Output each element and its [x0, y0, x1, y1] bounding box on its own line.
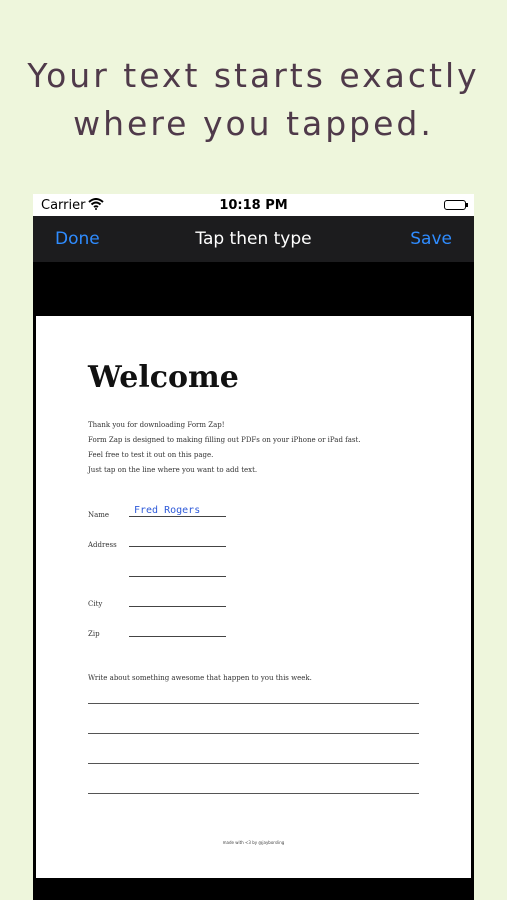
headline-line-2: where you tapped. [73, 104, 434, 143]
done-button[interactable]: Done [55, 229, 100, 249]
name-label: Name [88, 511, 110, 519]
intro-line: Form Zap is designed to making filling out PDFs on your iPhone or iPad fast. [88, 436, 361, 444]
battery-icon [444, 200, 466, 210]
city-label: City [88, 600, 103, 608]
headline-line-1: Your text starts exactly [27, 56, 480, 95]
intro-line: Feel free to test it out on this page. [88, 451, 214, 459]
pdf-page[interactable] [36, 316, 471, 878]
intro-line: Thank you for downloading Form Zap! [88, 421, 225, 429]
nav-title: Tap then type [195, 229, 312, 249]
doc-intro [88, 418, 361, 478]
address-label: Address [88, 541, 117, 549]
essay-line-2[interactable] [88, 733, 419, 734]
marketing-headline [0, 52, 507, 148]
save-button[interactable]: Save [410, 229, 452, 249]
city-field-line[interactable] [129, 606, 226, 607]
essay-line-4[interactable] [88, 793, 419, 794]
name-field-line[interactable] [129, 516, 226, 517]
status-time: 10:18 PM [219, 198, 288, 213]
zip-label: Zip [88, 630, 100, 638]
carrier-label: Carrier [41, 198, 86, 213]
intro-line: Just tap on the line where you want to add text. [88, 466, 258, 474]
address-field-line[interactable] [129, 546, 226, 547]
doc-footer: made with <3 by @jayborsling [222, 840, 285, 845]
name-value[interactable]: Fred Rogers [134, 505, 201, 516]
navigation-bar [33, 216, 474, 262]
status-bar [33, 194, 474, 216]
essay-line-1[interactable] [88, 703, 419, 704]
essay-prompt: Write about something awesome that happen to you this week. [88, 674, 312, 682]
device-screen [33, 194, 474, 900]
address-field-line-2[interactable] [129, 576, 226, 577]
doc-title: Welcome [88, 360, 239, 395]
essay-line-3[interactable] [88, 763, 419, 764]
zip-field-line[interactable] [129, 636, 226, 637]
